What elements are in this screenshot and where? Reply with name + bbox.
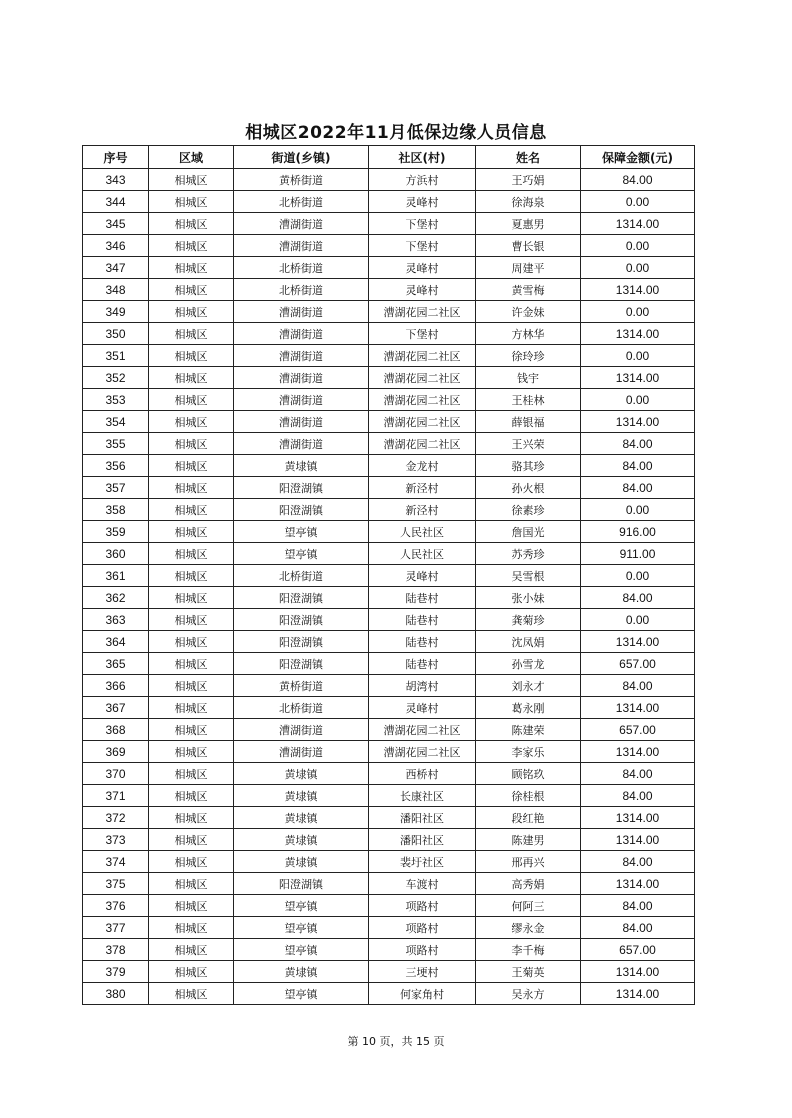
cell-name: 王巧娟 [476, 169, 581, 191]
table-row [83, 675, 695, 697]
table-row [83, 279, 695, 301]
table-row [83, 719, 695, 741]
cell-street: 黄埭镇 [234, 851, 369, 873]
cell-community: 下堡村 [369, 323, 476, 345]
cell-amount: 0.00 [581, 191, 695, 213]
cell-community: 方浜村 [369, 169, 476, 191]
cell-community: 灵峰村 [369, 257, 476, 279]
cell-name: 徐素珍 [476, 499, 581, 521]
cell-street: 望亭镇 [234, 939, 369, 961]
cell-region: 相城区 [149, 389, 234, 411]
cell-street: 望亭镇 [234, 983, 369, 1005]
cell-name: 方林华 [476, 323, 581, 345]
cell-serial: 374 [83, 851, 149, 873]
table-row [83, 521, 695, 543]
cell-serial: 345 [83, 213, 149, 235]
table-row [83, 763, 695, 785]
table-row [83, 565, 695, 587]
cell-amount: 1314.00 [581, 631, 695, 653]
cell-amount: 0.00 [581, 565, 695, 587]
cell-region: 相城区 [149, 411, 234, 433]
cell-community: 灵峰村 [369, 191, 476, 213]
cell-street: 阳澄湖镇 [234, 631, 369, 653]
cell-name: 薛银福 [476, 411, 581, 433]
cell-street: 黄埭镇 [234, 785, 369, 807]
cell-amount: 84.00 [581, 675, 695, 697]
cell-region: 相城区 [149, 697, 234, 719]
cell-serial: 360 [83, 543, 149, 565]
cell-street: 漕湖街道 [234, 345, 369, 367]
cell-serial: 351 [83, 345, 149, 367]
cell-name: 钱宇 [476, 367, 581, 389]
cell-region: 相城区 [149, 587, 234, 609]
cell-name: 陈建荣 [476, 719, 581, 741]
table-row [83, 829, 695, 851]
cell-region: 相城区 [149, 257, 234, 279]
cell-name: 黄雪梅 [476, 279, 581, 301]
cell-name: 陈建男 [476, 829, 581, 851]
cell-name: 何阿三 [476, 895, 581, 917]
cell-serial: 344 [83, 191, 149, 213]
cell-community: 人民社区 [369, 521, 476, 543]
cell-name: 高秀娟 [476, 873, 581, 895]
cell-street: 北桥街道 [234, 697, 369, 719]
cell-region: 相城区 [149, 455, 234, 477]
header-community: 社区(村) [369, 146, 476, 169]
cell-street: 望亭镇 [234, 895, 369, 917]
cell-serial: 364 [83, 631, 149, 653]
cell-amount: 84.00 [581, 785, 695, 807]
table-row [83, 301, 695, 323]
cell-street: 漕湖街道 [234, 719, 369, 741]
cell-community: 新泾村 [369, 499, 476, 521]
cell-region: 相城区 [149, 785, 234, 807]
cell-amount: 1314.00 [581, 961, 695, 983]
table-row [83, 807, 695, 829]
cell-region: 相城区 [149, 961, 234, 983]
table-row [83, 169, 695, 191]
cell-serial: 375 [83, 873, 149, 895]
cell-community: 胡湾村 [369, 675, 476, 697]
table-row [83, 411, 695, 433]
cell-street: 漕湖街道 [234, 741, 369, 763]
table-row [83, 697, 695, 719]
table-row [83, 213, 695, 235]
cell-amount: 911.00 [581, 543, 695, 565]
table-row [83, 609, 695, 631]
cell-street: 漕湖街道 [234, 367, 369, 389]
document-title: 相城区2022年11月低保边缘人员信息 [245, 123, 547, 143]
cell-name: 徐桂根 [476, 785, 581, 807]
cell-street: 黄埭镇 [234, 763, 369, 785]
cell-amount: 0.00 [581, 609, 695, 631]
cell-serial: 380 [83, 983, 149, 1005]
cell-amount: 657.00 [581, 653, 695, 675]
cell-name: 李千梅 [476, 939, 581, 961]
cell-serial: 359 [83, 521, 149, 543]
cell-region: 相城区 [149, 543, 234, 565]
cell-name: 孙火根 [476, 477, 581, 499]
cell-serial: 353 [83, 389, 149, 411]
cell-community: 人民社区 [369, 543, 476, 565]
cell-amount: 1314.00 [581, 367, 695, 389]
cell-serial: 371 [83, 785, 149, 807]
table-body [83, 169, 695, 1005]
cell-serial: 367 [83, 697, 149, 719]
table-row [83, 653, 695, 675]
cell-region: 相城区 [149, 213, 234, 235]
cell-street: 漕湖街道 [234, 433, 369, 455]
cell-serial: 343 [83, 169, 149, 191]
cell-amount: 0.00 [581, 345, 695, 367]
cell-community: 陆巷村 [369, 587, 476, 609]
cell-region: 相城区 [149, 565, 234, 587]
cell-region: 相城区 [149, 521, 234, 543]
cell-community: 裴圩社区 [369, 851, 476, 873]
cell-community: 新泾村 [369, 477, 476, 499]
cell-region: 相城区 [149, 719, 234, 741]
cell-street: 黄桥街道 [234, 675, 369, 697]
cell-region: 相城区 [149, 983, 234, 1005]
cell-street: 漕湖街道 [234, 235, 369, 257]
cell-region: 相城区 [149, 807, 234, 829]
table-row [83, 433, 695, 455]
cell-street: 黄埭镇 [234, 807, 369, 829]
cell-community: 灵峰村 [369, 279, 476, 301]
cell-community: 下堡村 [369, 213, 476, 235]
cell-street: 阳澄湖镇 [234, 477, 369, 499]
table-row [83, 631, 695, 653]
cell-name: 张小妹 [476, 587, 581, 609]
cell-street: 北桥街道 [234, 279, 369, 301]
cell-serial: 352 [83, 367, 149, 389]
table-row [83, 191, 695, 213]
cell-amount: 0.00 [581, 257, 695, 279]
cell-amount: 1314.00 [581, 411, 695, 433]
cell-serial: 355 [83, 433, 149, 455]
table-row [83, 895, 695, 917]
cell-amount: 657.00 [581, 939, 695, 961]
cell-street: 阳澄湖镇 [234, 587, 369, 609]
table-row [83, 939, 695, 961]
table-row [83, 345, 695, 367]
cell-street: 黄埭镇 [234, 455, 369, 477]
cell-serial: 356 [83, 455, 149, 477]
cell-name: 缪永金 [476, 917, 581, 939]
cell-region: 相城区 [149, 609, 234, 631]
cell-name: 王桂林 [476, 389, 581, 411]
cell-region: 相城区 [149, 235, 234, 257]
cell-amount: 1314.00 [581, 323, 695, 345]
cell-street: 黄埭镇 [234, 829, 369, 851]
cell-serial: 370 [83, 763, 149, 785]
table-row [83, 741, 695, 763]
cell-serial: 373 [83, 829, 149, 851]
cell-region: 相城区 [149, 873, 234, 895]
cell-amount: 0.00 [581, 499, 695, 521]
cell-amount: 84.00 [581, 917, 695, 939]
cell-region: 相城区 [149, 939, 234, 961]
cell-serial: 361 [83, 565, 149, 587]
cell-serial: 354 [83, 411, 149, 433]
cell-region: 相城区 [149, 433, 234, 455]
cell-community: 漕湖花园二社区 [369, 719, 476, 741]
cell-community: 漕湖花园二社区 [369, 433, 476, 455]
table-row [83, 257, 695, 279]
page-footer: 第 10 页，共 15 页 [347, 1035, 445, 1048]
cell-community: 灵峰村 [369, 697, 476, 719]
header-region: 区域 [149, 146, 234, 169]
table-row [83, 543, 695, 565]
cell-community: 陆巷村 [369, 609, 476, 631]
cell-community: 长康社区 [369, 785, 476, 807]
cell-street: 阳澄湖镇 [234, 873, 369, 895]
cell-community: 西桥村 [369, 763, 476, 785]
cell-serial: 372 [83, 807, 149, 829]
cell-name: 苏秀珍 [476, 543, 581, 565]
cell-region: 相城区 [149, 301, 234, 323]
cell-amount: 84.00 [581, 895, 695, 917]
cell-street: 望亭镇 [234, 521, 369, 543]
table-row [83, 917, 695, 939]
cell-region: 相城区 [149, 851, 234, 873]
cell-community: 灵峰村 [369, 565, 476, 587]
cell-street: 黄埭镇 [234, 961, 369, 983]
cell-community: 漕湖花园二社区 [369, 741, 476, 763]
cell-serial: 350 [83, 323, 149, 345]
cell-region: 相城区 [149, 741, 234, 763]
cell-name: 孙雪龙 [476, 653, 581, 675]
cell-street: 漕湖街道 [234, 323, 369, 345]
cell-serial: 377 [83, 917, 149, 939]
cell-community: 金龙村 [369, 455, 476, 477]
cell-street: 漕湖街道 [234, 411, 369, 433]
table-row [83, 983, 695, 1005]
cell-amount: 1314.00 [581, 983, 695, 1005]
cell-region: 相城区 [149, 279, 234, 301]
cell-amount: 84.00 [581, 477, 695, 499]
cell-name: 夏惠男 [476, 213, 581, 235]
cell-region: 相城区 [149, 763, 234, 785]
cell-region: 相城区 [149, 169, 234, 191]
cell-serial: 366 [83, 675, 149, 697]
cell-serial: 346 [83, 235, 149, 257]
header-serial: 序号 [83, 146, 149, 169]
header-name: 姓名 [476, 146, 581, 169]
cell-amount: 1314.00 [581, 829, 695, 851]
cell-serial: 368 [83, 719, 149, 741]
cell-community: 车渡村 [369, 873, 476, 895]
cell-serial: 365 [83, 653, 149, 675]
cell-community: 潘阳社区 [369, 807, 476, 829]
cell-region: 相城区 [149, 345, 234, 367]
cell-community: 潘阳社区 [369, 829, 476, 851]
cell-street: 阳澄湖镇 [234, 499, 369, 521]
cell-street: 北桥街道 [234, 257, 369, 279]
table-row [83, 323, 695, 345]
cell-amount: 0.00 [581, 301, 695, 323]
cell-amount: 657.00 [581, 719, 695, 741]
cell-name: 吴雪根 [476, 565, 581, 587]
cell-region: 相城区 [149, 477, 234, 499]
cell-community: 漕湖花园二社区 [369, 411, 476, 433]
cell-street: 望亭镇 [234, 543, 369, 565]
cell-name: 段红艳 [476, 807, 581, 829]
cell-serial: 362 [83, 587, 149, 609]
cell-region: 相城区 [149, 895, 234, 917]
cell-name: 徐海泉 [476, 191, 581, 213]
cell-name: 王兴荣 [476, 433, 581, 455]
cell-region: 相城区 [149, 323, 234, 345]
table-row [83, 367, 695, 389]
table-header-row [83, 146, 695, 169]
table-row [83, 235, 695, 257]
cell-community: 陆巷村 [369, 631, 476, 653]
cell-serial: 357 [83, 477, 149, 499]
cell-amount: 1314.00 [581, 741, 695, 763]
table-row [83, 389, 695, 411]
cell-region: 相城区 [149, 367, 234, 389]
cell-amount: 84.00 [581, 455, 695, 477]
cell-name: 顾铭玖 [476, 763, 581, 785]
cell-amount: 84.00 [581, 851, 695, 873]
cell-name: 吴永方 [476, 983, 581, 1005]
cell-region: 相城区 [149, 631, 234, 653]
cell-amount: 1314.00 [581, 697, 695, 719]
cell-region: 相城区 [149, 191, 234, 213]
cell-name: 曹长银 [476, 235, 581, 257]
table-row [83, 961, 695, 983]
cell-region: 相城区 [149, 499, 234, 521]
cell-amount: 84.00 [581, 169, 695, 191]
data-table [82, 145, 695, 1005]
cell-region: 相城区 [149, 653, 234, 675]
cell-name: 骆其珍 [476, 455, 581, 477]
cell-serial: 376 [83, 895, 149, 917]
cell-community: 项路村 [369, 939, 476, 961]
cell-name: 周建平 [476, 257, 581, 279]
cell-name: 邢再兴 [476, 851, 581, 873]
cell-community: 三埂村 [369, 961, 476, 983]
cell-name: 葛永刚 [476, 697, 581, 719]
cell-community: 漕湖花园二社区 [369, 389, 476, 411]
cell-serial: 358 [83, 499, 149, 521]
table-row [83, 477, 695, 499]
cell-name: 许金妹 [476, 301, 581, 323]
cell-street: 望亭镇 [234, 917, 369, 939]
cell-community: 漕湖花园二社区 [369, 301, 476, 323]
cell-serial: 347 [83, 257, 149, 279]
cell-amount: 84.00 [581, 763, 695, 785]
cell-street: 阳澄湖镇 [234, 653, 369, 675]
cell-community: 项路村 [369, 895, 476, 917]
table-row [83, 785, 695, 807]
cell-name: 詹国光 [476, 521, 581, 543]
cell-amount: 1314.00 [581, 807, 695, 829]
table-row [83, 873, 695, 895]
cell-amount: 1314.00 [581, 213, 695, 235]
cell-street: 北桥街道 [234, 191, 369, 213]
cell-amount: 1314.00 [581, 279, 695, 301]
header-amount: 保障金额(元) [581, 146, 695, 169]
cell-serial: 369 [83, 741, 149, 763]
cell-name: 李家乐 [476, 741, 581, 763]
cell-community: 下堡村 [369, 235, 476, 257]
cell-community: 陆巷村 [369, 653, 476, 675]
cell-street: 漕湖街道 [234, 389, 369, 411]
cell-serial: 379 [83, 961, 149, 983]
cell-name: 刘永才 [476, 675, 581, 697]
cell-name: 沈凤娟 [476, 631, 581, 653]
table-row [83, 499, 695, 521]
cell-community: 漕湖花园二社区 [369, 367, 476, 389]
header-street: 街道(乡镇) [234, 146, 369, 169]
cell-community: 漕湖花园二社区 [369, 345, 476, 367]
cell-region: 相城区 [149, 675, 234, 697]
cell-street: 阳澄湖镇 [234, 609, 369, 631]
cell-amount: 0.00 [581, 389, 695, 411]
table-row [83, 455, 695, 477]
table-row [83, 851, 695, 873]
cell-amount: 916.00 [581, 521, 695, 543]
cell-community: 何家角村 [369, 983, 476, 1005]
cell-street: 漕湖街道 [234, 213, 369, 235]
cell-community: 项路村 [369, 917, 476, 939]
cell-amount: 84.00 [581, 433, 695, 455]
cell-serial: 348 [83, 279, 149, 301]
cell-serial: 378 [83, 939, 149, 961]
cell-street: 黄桥街道 [234, 169, 369, 191]
cell-serial: 349 [83, 301, 149, 323]
cell-name: 龚菊珍 [476, 609, 581, 631]
cell-name: 徐玲珍 [476, 345, 581, 367]
cell-serial: 363 [83, 609, 149, 631]
cell-name: 王菊英 [476, 961, 581, 983]
cell-amount: 1314.00 [581, 873, 695, 895]
cell-amount: 84.00 [581, 587, 695, 609]
cell-region: 相城区 [149, 829, 234, 851]
table-row [83, 587, 695, 609]
cell-street: 北桥街道 [234, 565, 369, 587]
cell-amount: 0.00 [581, 235, 695, 257]
cell-street: 漕湖街道 [234, 301, 369, 323]
cell-region: 相城区 [149, 917, 234, 939]
